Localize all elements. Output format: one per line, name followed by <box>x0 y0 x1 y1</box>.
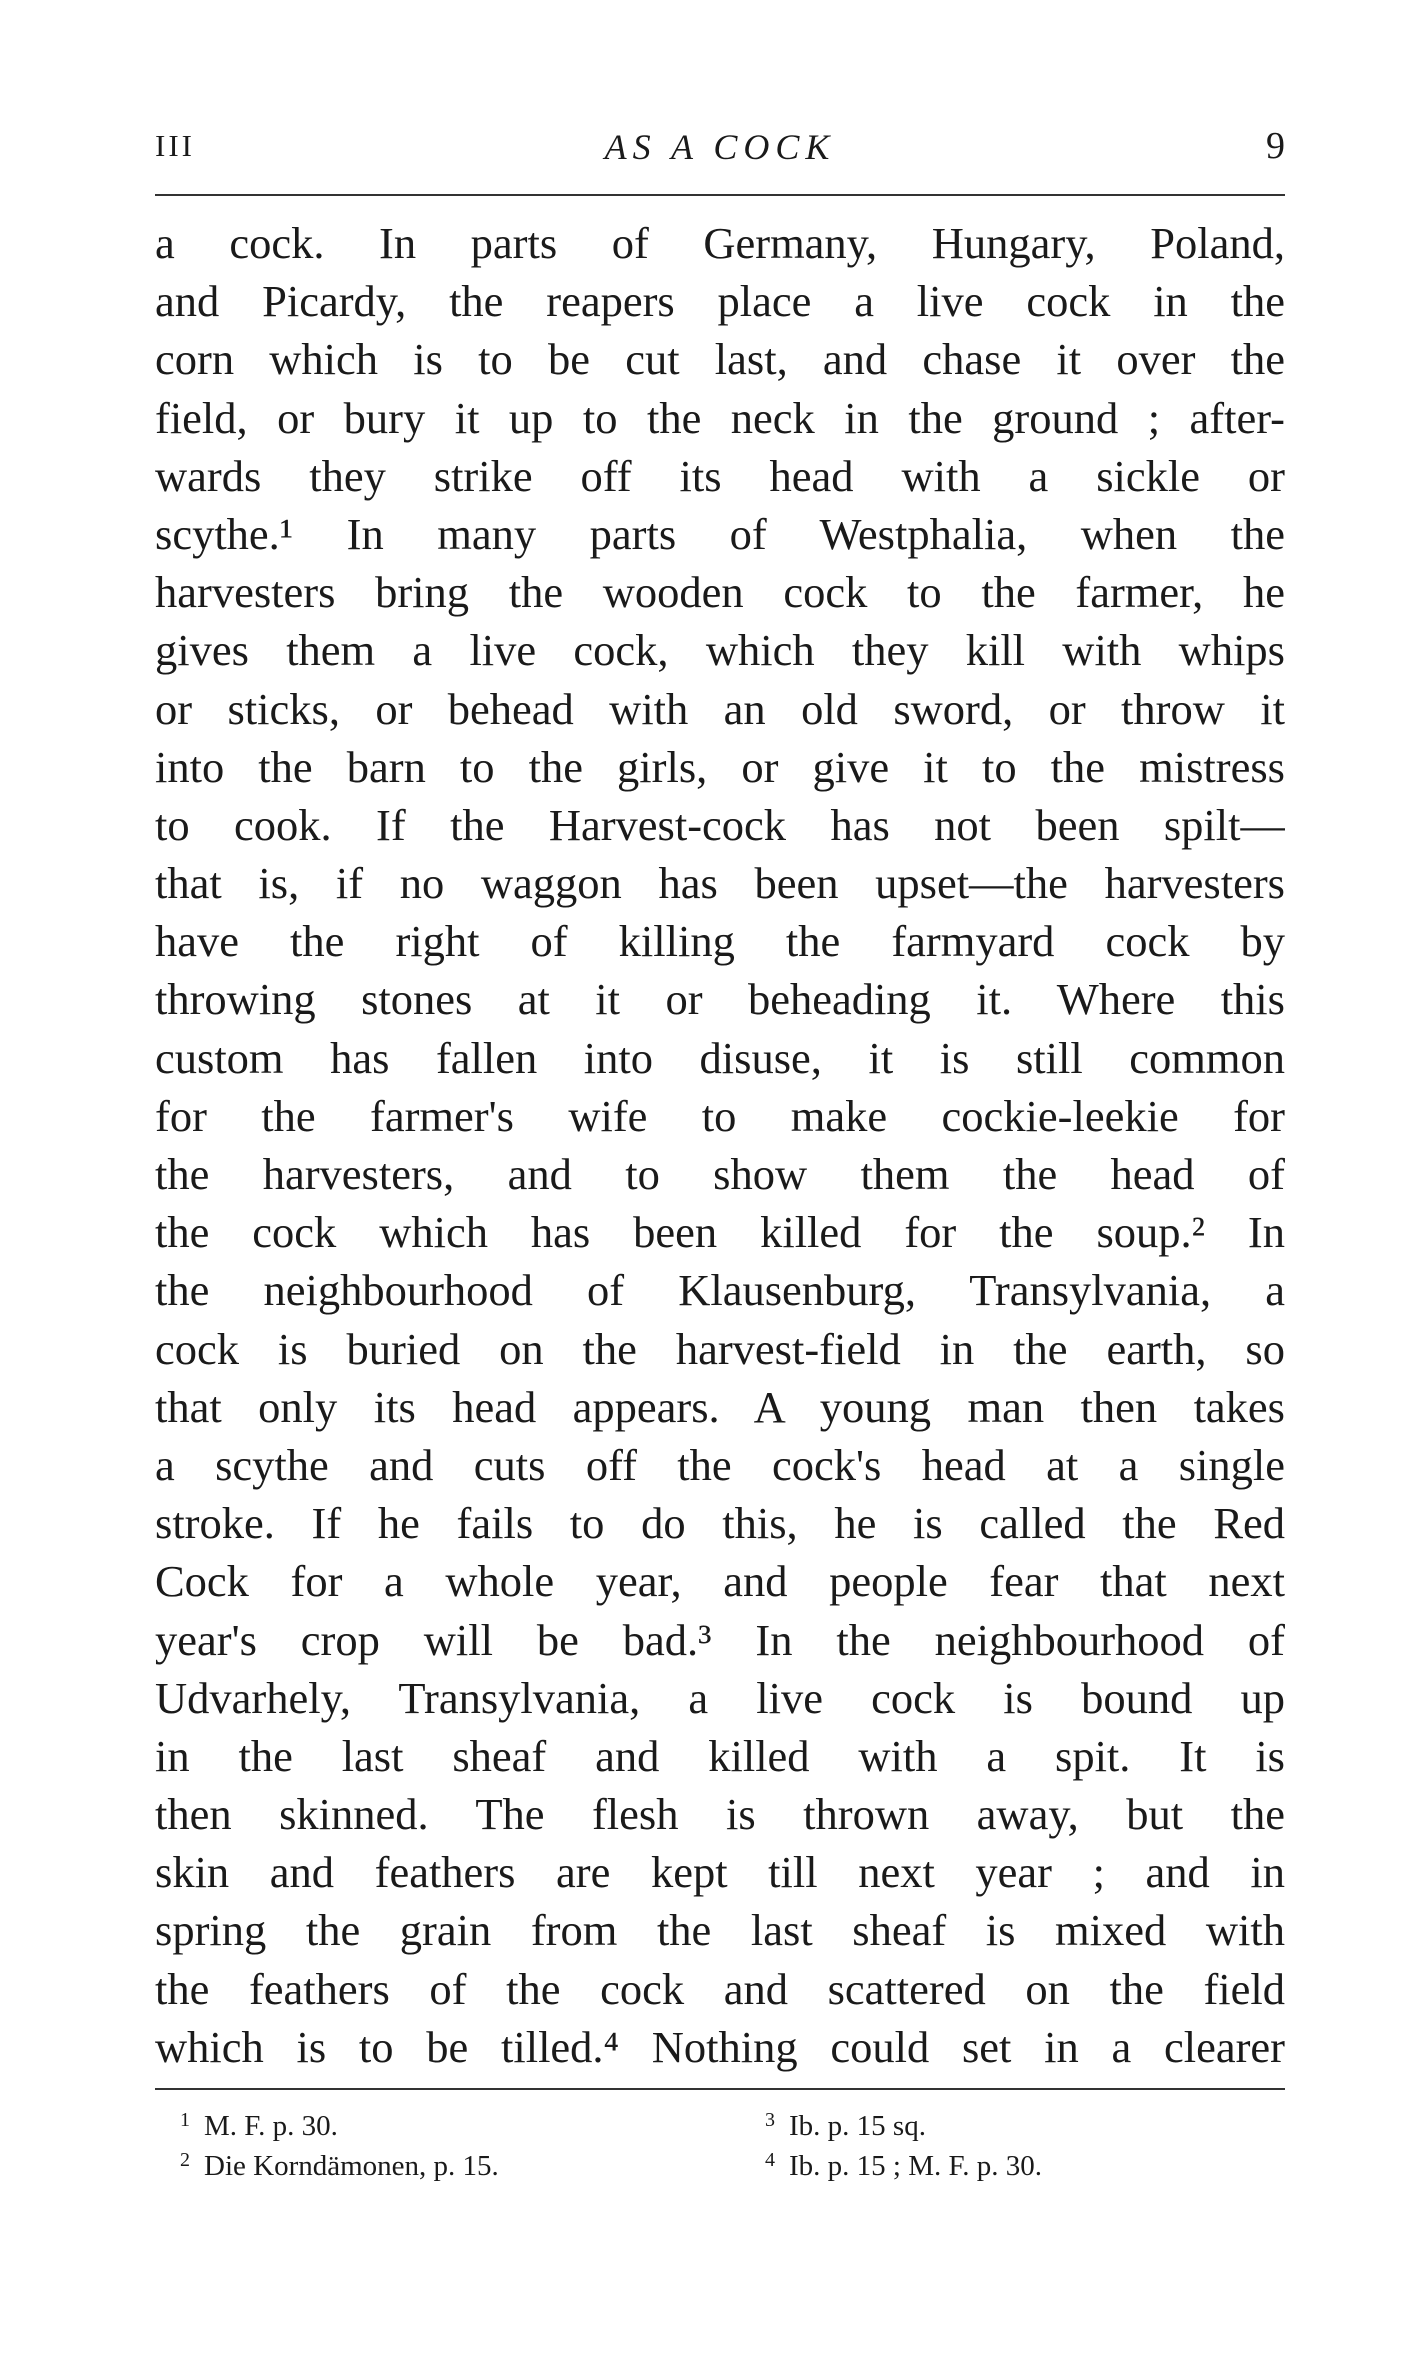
footnote-text: M. F. p. 30. <box>204 2110 338 2142</box>
text-line: year's crop will be bad.³ In the neighbourhood of <box>155 1614 1285 1665</box>
running-title: AS A COCK <box>604 127 836 167</box>
footnote-mark: 1 <box>180 2109 190 2131</box>
text-line: harvesters bring the wooden cock to the farmer, he <box>155 567 1285 618</box>
text-line: the feathers of the cock and scattered on the field <box>155 1963 1285 2014</box>
text-line: spring the grain from the last sheaf is mixed with <box>155 1905 1285 1956</box>
footnote-text: Die Korndämonen, p. 15. <box>204 2150 499 2182</box>
footnote-mark: 3 <box>765 2109 775 2131</box>
footnote-text: Ib. p. 15 sq. <box>789 2110 926 2142</box>
chapter-number: III <box>155 128 195 163</box>
footnote-rule <box>155 2088 1285 2090</box>
text-line: and Picardy, the reapers place a live cock in the <box>155 276 1285 327</box>
footnote-mark: 4 <box>765 2149 775 2171</box>
footnote-text: Ib. p. 15 ; M. F. p. 30. <box>789 2150 1043 2182</box>
text-line: throwing stones at it or beheading it. Where this <box>155 974 1285 1025</box>
text-line: stroke. If he fails to do this, he is called the Red <box>155 1498 1285 1549</box>
text-line: in the last sheaf and killed with a spit. It is <box>155 1730 1285 1781</box>
text-line: skin and feathers are kept till next year ; and in <box>155 1847 1285 1898</box>
text-line: gives them a live cock, which they kill with whips <box>155 625 1285 676</box>
text-line: Cock for a whole year, and people fear that next <box>155 1556 1285 1607</box>
text-line: field, or bury it up to the neck in the ground ; after- <box>155 392 1285 443</box>
text-line: scythe.¹ In many parts of Westphalia, when the <box>155 508 1285 559</box>
footnotes-left <box>180 2100 499 2180</box>
text-line: cock is buried on the harvest-field in the earth, so <box>155 1323 1285 1374</box>
text-line: have the right of killing the farmyard cock by <box>155 916 1285 967</box>
text-line: the harvesters, and to show them the head of <box>155 1149 1285 1199</box>
footnote <box>180 2100 499 2140</box>
text-line: into the barn to the girls, or give it to the mistress <box>155 741 1285 792</box>
text-line: to cook. If the Harvest-cock has not been spilt— <box>155 799 1285 850</box>
footnotes-right <box>765 2100 1042 2180</box>
body-text <box>155 214 1285 2076</box>
text-line: for the farmer's wife to make cockie-leekie for <box>155 1090 1285 1141</box>
text-line: wards they strike off its head with a sickle or <box>155 450 1285 501</box>
text-line: that only its head appears. A young man then takes <box>155 1381 1285 1432</box>
footnote <box>765 2100 1042 2140</box>
footnote-mark: 2 <box>180 2149 190 2171</box>
text-line: custom has fallen into disuse, it is still common <box>155 1032 1285 1083</box>
page-number: 9 <box>1266 125 1285 167</box>
text-line: the cock which has been killed for the soup.² In <box>155 1207 1285 1258</box>
text-line: a cock. In parts of Germany, Hungary, Poland, <box>155 218 1285 268</box>
text-line: then skinned. The flesh is thrown away, but the <box>155 1789 1285 1840</box>
footnote <box>180 2140 499 2180</box>
header-rule <box>155 194 1285 196</box>
footnote <box>765 2140 1042 2180</box>
text-line: the neighbourhood of Klausenburg, Transylvania, a <box>155 1265 1285 1316</box>
running-header <box>155 125 1285 184</box>
text-line: or sticks, or behead with an old sword, or throw it <box>155 683 1285 734</box>
text-line: a scythe and cuts off the cock's head at a single <box>155 1439 1285 1490</box>
text-line: corn which is to be cut last, and chase it over the <box>155 334 1285 385</box>
text-line: which is to be tilled.⁴ Nothing could set in a clearer <box>155 2021 1285 2072</box>
text-line: Udvarhely, Transylvania, a live cock is bound up <box>155 1672 1285 1723</box>
text-line: that is, if no waggon has been upset—the harvesters <box>155 858 1285 909</box>
